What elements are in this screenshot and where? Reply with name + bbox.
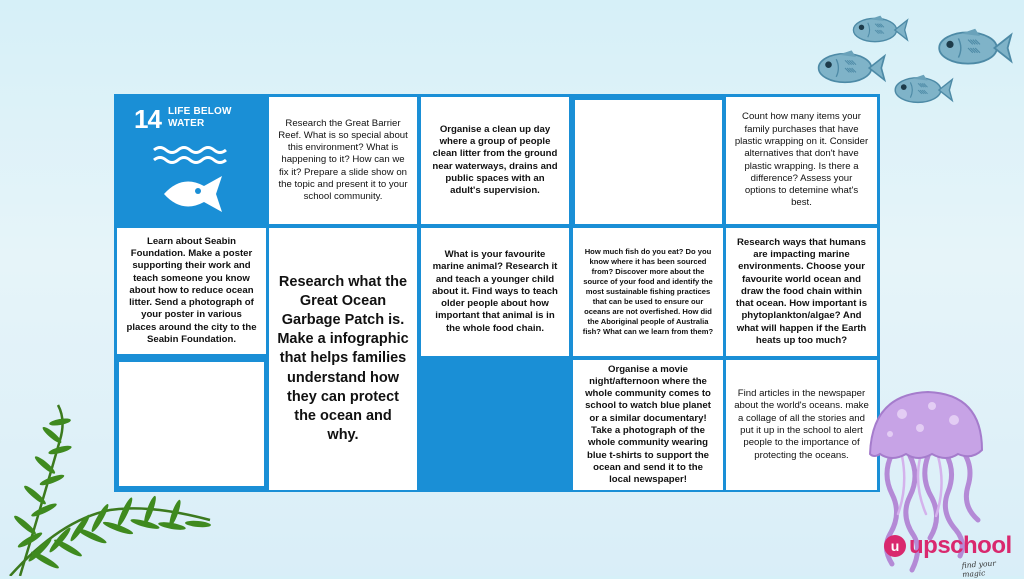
empty-square [119,362,264,486]
logo-tagline: find your magic [961,558,997,579]
activity-favourite-marine-animal: What is your favourite marine animal? Research it and teach a younger child about it. Find ways to teach older people about how important that animal is in the whole food chain. [421,228,569,356]
activity-clean-up-day: Organise a clean up day where a group of people clean litter from the ground near waterways, drains and public spaces with an adult's supervision. [421,97,569,224]
logo-mark: u [884,535,906,557]
waves-icon [152,144,232,170]
sdg-number: 14 [134,104,161,134]
activity-plastic-wrapping: Count how many items your family purchases that have plastic wrapping on it. Consider alternatives that don't have plastic wrapping. Is there a difference? Assess your options to detemine what's best. [726,97,877,224]
activity-garbage-patch: Research what the Great Ocean Garbage Patch is. Make a infographic that helps families understand how they can protect the ocean and why. [269,228,417,490]
activity-great-barrier-reef: Research the Great Barrier Reef. What is so special about this environment? What is happening to it? How can we fix it? Prepare a slide show on the topic and present it to your school community. [269,97,417,224]
activity-movie-night: Organise a movie night/afternoon where the whole community comes to school to watch blue planet or a similar documentary! Take a photograph of the whole community wearing blue t-shirts to support the ocean and send it to the local newspaper! [573,360,723,490]
sdg-14-tile [114,94,266,224]
upschool-logo[interactable] [884,532,1018,579]
fish-icon [152,174,232,214]
activity-seabin-foundation: Learn about Seabin Foundation. Make a poster supporting their work and teach someone you know about how to reduce ocean litter. Send a photograph of your poster in various places around the city to the Seabin Foundation. [117,228,266,354]
blue-square [421,360,569,490]
empty-square [575,100,722,224]
sdg-title: LIFE BELOW WATER [168,106,232,129]
activity-newspaper-collage: Find articles in the newspaper about the world's oceans. make a collage of all the stories and put it up in the school to alert people to the importance of protecting the oceans. [726,360,877,490]
activity-human-impact: Research ways that humans are impacting marine environments. Choose your favourite world ocean and draw the food chain within that ocean. How important is phytoplankton/algae? And what will happen if the Earth heats up too much? [726,228,877,356]
logo-text: upschool [909,532,1012,559]
activity-fish-source: How much fish do you eat? Do you know where it has been sourced from? Discover more about the source of your food and identify the most sustainable fishing practices that can be used to ensure our oceans are not overfished. How did the Aboriginal people of Australia fish? What can we learn from them? [573,228,723,356]
bingo-board [114,94,880,492]
